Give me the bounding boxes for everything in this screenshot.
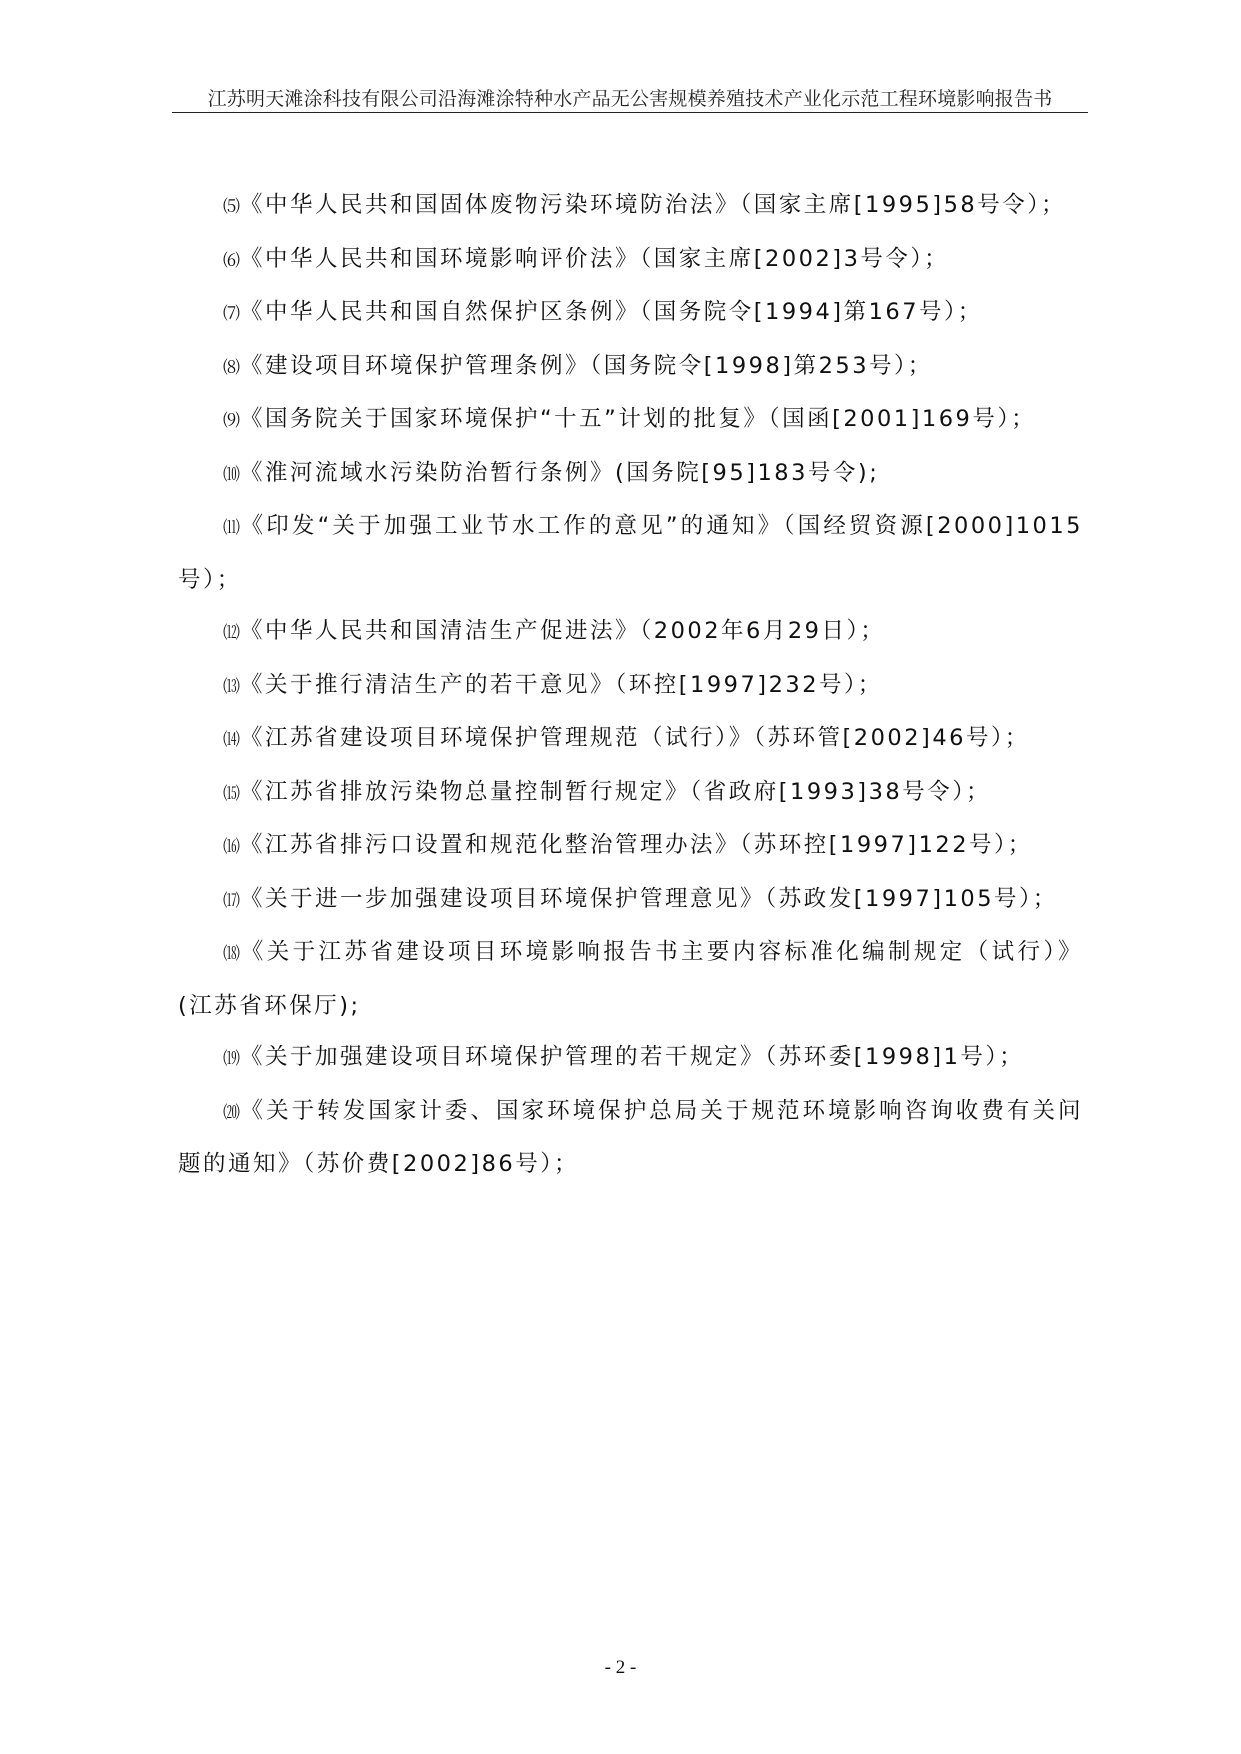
item-number: ⒃ [223, 837, 240, 857]
item-number: ⒀ [223, 676, 240, 697]
header-divider [172, 112, 1088, 113]
list-item [178, 713, 1083, 767]
item-text: 《淮河流域水污染防治暂行条例》(国务院[95]183号令); [240, 459, 880, 486]
list-item [178, 394, 1083, 448]
item-text: 《关于推行清洁生产的若干意见》（环控[1997]232号）； [240, 671, 883, 698]
item-number: ⒇ [223, 1102, 241, 1123]
item-text: 《江苏省建设项目环境保护管理规范（试行）》（苏环管[2002]46号）； [240, 725, 1030, 751]
item-number: ⑸ [223, 197, 240, 217]
list-item [178, 606, 1083, 660]
item-number: ⒁ [223, 730, 240, 750]
item-text: 《建设项目环境保护管理条例》（国务院令[1998]第253号）； [240, 352, 933, 379]
regulations-list [178, 180, 1083, 1191]
item-number: ⒆ [223, 1049, 240, 1069]
list-item [178, 927, 1083, 1032]
item-text: 《江苏省排放污染物总量控制暂行规定》（省政府[1993]38号令）； [240, 778, 991, 805]
item-text: 《中华人民共和国固体废物污染环境防治法》（国家主席[1995]58号令）； [240, 192, 1066, 218]
item-text: 《国务院关于国家环境保护“十五”计划的批复》（国函[2001]169号）； [240, 406, 1037, 432]
list-item [178, 287, 1083, 341]
list-item [178, 234, 1083, 288]
item-number: ⑾ [223, 518, 241, 538]
item-text: 《关于加强建设项目环境保护管理的若干规定》（苏环委[1998]1号）； [240, 1044, 1025, 1070]
item-number: ⑽ [223, 464, 240, 485]
list-item [178, 767, 1083, 821]
list-item [178, 341, 1083, 395]
list-item [178, 180, 1083, 234]
item-number: ⒂ [223, 783, 240, 804]
list-item [178, 874, 1083, 928]
list-item [178, 448, 1083, 502]
item-text: 《中华人民共和国自然保护区条例》（国务院令[1994]第167号）； [240, 299, 983, 325]
item-text: 《江苏省排污口设置和规范化整治管理办法》（苏环控[1997]122号）； [240, 832, 1033, 858]
item-number: ⑹ [223, 250, 240, 271]
item-number: ⑻ [223, 357, 240, 378]
item-text: 《关于江苏省建设项目环境影响报告书主要内容标准化编制规定（试行）》(江苏省环保厅); [178, 939, 1083, 1019]
item-text: 《关于进一步加强建设项目环境保护管理意见》（苏政发[1997]105号）； [240, 885, 1058, 912]
item-number: ⑼ [223, 411, 240, 431]
list-item [178, 660, 1083, 714]
item-number: ⑿ [223, 623, 240, 643]
item-text: 《中华人民共和国清洁生产促进法》（2002年6月29日）； [240, 618, 886, 644]
page-number: - 2 - [604, 1657, 637, 1678]
list-item [178, 820, 1083, 874]
item-number: ⑺ [223, 304, 240, 324]
item-text: 《中华人民共和国环境影响评价法》（国家主席[2002]3号令）； [240, 245, 950, 272]
list-item [178, 1086, 1083, 1191]
list-item [178, 1032, 1083, 1086]
item-text: 《印发“关于加强工业节水工作的意见”的通知》（国经贸资源[2000]1015号）； [178, 513, 1083, 593]
item-text: 《关于转发国家计委、国家环境保护总局关于规范环境影响咨询收费有关问题的通知》（苏价费[2002]86号）； [178, 1097, 1083, 1177]
item-number: ⒄ [223, 890, 240, 911]
item-number: ⒅ [223, 944, 241, 964]
document-header-title: 江苏明天滩涂科技有限公司沿海滩涂特种水产品无公害规模养殖技术产业化示范工程环境影响报告书 [207, 88, 1053, 110]
list-item [178, 501, 1083, 606]
